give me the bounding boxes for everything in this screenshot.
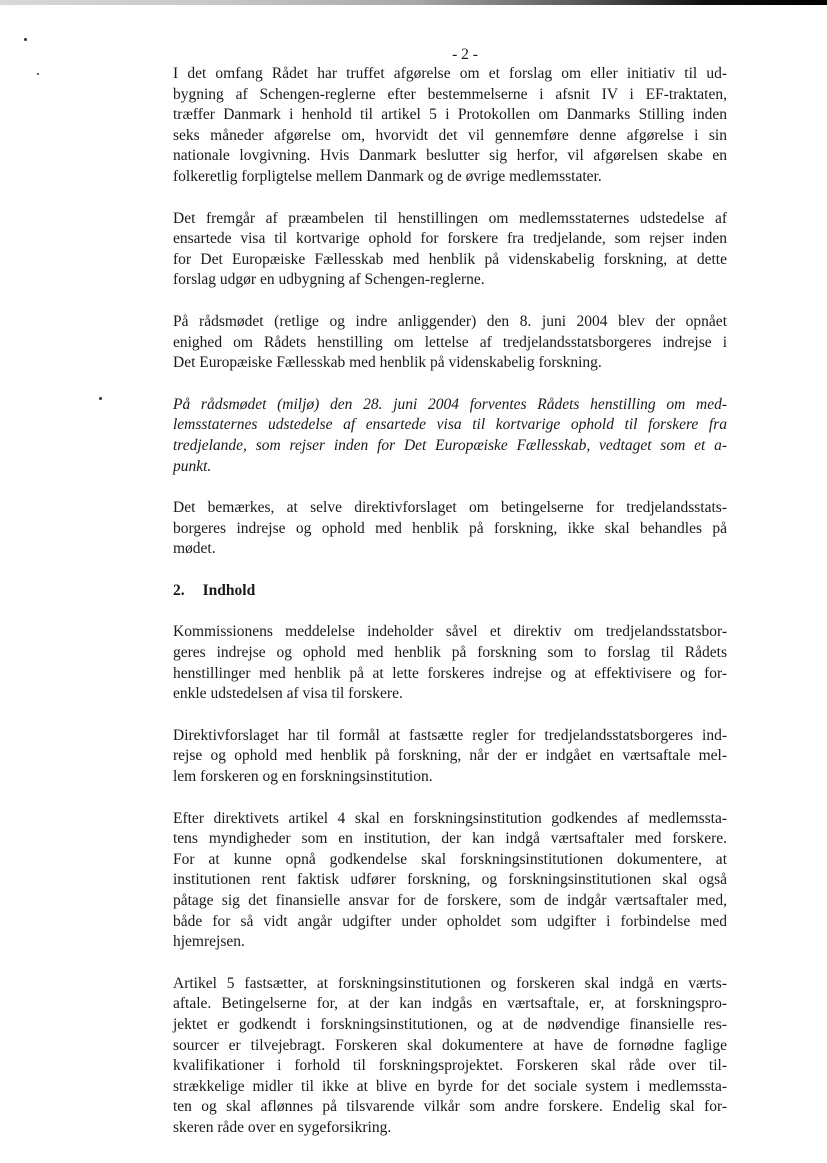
text-line: rejse og ophold med henblik på forskning, når der er indgået en værtsaftale mel- — [173, 747, 727, 765]
text-line: Kommissionens meddelelse indeholder såvel et direktiv om tredjelandsstatsbor- — [173, 623, 727, 641]
text-line: På rådsmødet (miljø) den 28. juni 2004 forventes Rådets henstilling om med- — [173, 395, 727, 413]
text-line: Artikel 5 fastsætter, at forskningsinstitutionen og forskeren skal indgå en værts- — [173, 974, 727, 992]
text-line: folkeretlig forpligtelse mellem Danmark og de øvrige medlemsstater. — [173, 167, 602, 185]
document-body — [173, 64, 727, 1139]
text-line: Det bemærkes, at selve direktivforslaget om betingelserne for tredjelandsstats- — [173, 499, 727, 517]
text-line: tens myndigheder som en institution, der kan indgå værtsaftaler med forskere. — [173, 830, 727, 848]
text-line: nationale lovgivning. Hvis Danmark beslutter sig herfor, vil afgørelsen skabe en — [173, 147, 727, 165]
text-line: geres indrejse og ophold med henblik på forskning som to forslag til Rådets — [173, 644, 727, 662]
scan-speck — [37, 73, 39, 75]
paragraph-article-4 — [173, 809, 727, 953]
text-line: tredjelande, som rejser inden for Det Europæiske Fællesskab, vedtaget som et a- — [173, 436, 727, 454]
text-line: borgeres indrejse og ophold med henblik på forskning, ikke skal behandles på — [173, 519, 727, 537]
section-number: 2. — [173, 581, 185, 599]
paragraph-article-5 — [173, 974, 727, 1139]
text-line: Det fremgår af præambelen til henstillingen om medlemsstaternes udstedelse af — [173, 209, 727, 227]
text-line: Efter direktivets artikel 4 skal en forskningsinstitution godkendes af medlemssta- — [173, 809, 727, 827]
text-line: I det omfang Rådet har truffet afgørelse om et forslag om eller initiativ til ud- — [173, 65, 727, 82]
text-line: lem forskeren og en forskningsinstitution. — [173, 768, 433, 786]
paragraph-preamble — [173, 209, 727, 291]
text-line: ensartede visa til kortvarige ophold for forskere fra tredjelande, som rejser inden — [173, 230, 727, 248]
paragraph-directive-note — [173, 498, 727, 560]
text-line: strækkelige midler til ikke at blive en byrde for det sociale system i medlemssta- — [173, 1077, 727, 1095]
text-line: enkle udstedelsen af visa til forskere. — [173, 685, 403, 703]
page-number: - 2 - — [452, 46, 478, 63]
section-heading — [173, 581, 727, 602]
text-line: enighed om Rådets henstilling om lettelse af tredjelandsstatsborgeres indrejse i — [173, 333, 727, 351]
text-line: seks måneder afgørelse om, hvorvidt det vil gennemføre denne afgørelse i sin — [173, 126, 727, 144]
text-line: kvalifikationer i forhold til forskningsprojektet. Forskeren skal råde over til- — [173, 1057, 727, 1075]
text-line: ten og skal aflønnes på tilsvarende vilkår som andre forskere. Endelig skal for- — [173, 1098, 727, 1116]
text-line: bygning af Schengen-reglerne efter bestemmelserne i afsnit IV i EF-traktaten, — [173, 85, 727, 103]
text-line: påtage sig det finansielle ansvar for de forskere, som de indgår værtsaftaler med, — [173, 892, 727, 909]
section-title: Indhold — [202, 581, 256, 599]
text-line: Direktivforslaget har til formål at fastsætte regler for tredjelandsstatsborgeres ind- — [173, 726, 727, 744]
paragraph-council-meeting-june-8 — [173, 312, 727, 374]
text-line: Det Europæiske Fællesskab med henblik på videnskabelig forskning. — [173, 354, 602, 372]
text-line: aftale. Betingelserne for, at der kan indgås en værtsaftale, er, at forskningspro- — [173, 995, 727, 1013]
text-line: sourcer er tilvejebragt. Forskeren skal dokumentere at have de fornødne faglige — [173, 1036, 727, 1054]
text-line: lemsstaternes udstedelse af ensartede visa til kortvarige ophold til forskere fra — [173, 416, 727, 434]
scan-top-edge — [0, 0, 827, 5]
text-line: punkt. — [173, 457, 212, 475]
text-line: På rådsmødet (retlige og indre anliggender) den 8. juni 2004 blev der opnået — [173, 312, 727, 330]
scan-speck — [24, 38, 27, 41]
paragraph-schengen-decision — [173, 64, 727, 188]
scan-speck — [99, 397, 102, 400]
paragraph-directive-purpose — [173, 726, 727, 788]
text-line: forslag udgør en udbygning af Schengen-reglerne. — [173, 271, 485, 289]
text-line: skeren råde over en sygeforsikring. — [173, 1118, 392, 1136]
text-line: For at kunne opnå godkendelse skal forskningsinstitutionen dokumentere, at — [173, 850, 727, 868]
text-line: hjemrejsen. — [173, 933, 245, 951]
paragraph-council-meeting-june-28 — [173, 395, 727, 477]
text-line: mødet. — [173, 540, 216, 558]
paragraph-commission-communication — [173, 622, 727, 704]
text-line: henstillinger med henblik på at lette forskeres indrejse og at effektivisere og for- — [173, 664, 727, 682]
text-line: både for så vidt angår udgifter under opholdet som udgifter i forbindelse med — [173, 912, 727, 930]
text-line: træffer Danmark i henhold til artikel 5 i Protokollen om Danmarks Stilling inden — [173, 106, 727, 124]
text-line: institutionen rent faktisk udfører forskning, og forskningsinstitutionen skal også — [173, 871, 727, 889]
text-line: jektet er godkendt i forskningsinstitutionen, og at de nødvendige finansielle res- — [173, 1015, 727, 1033]
text-line: for Det Europæiske Fællesskab med henblik på videnskabelig forskning, at dette — [173, 250, 727, 268]
